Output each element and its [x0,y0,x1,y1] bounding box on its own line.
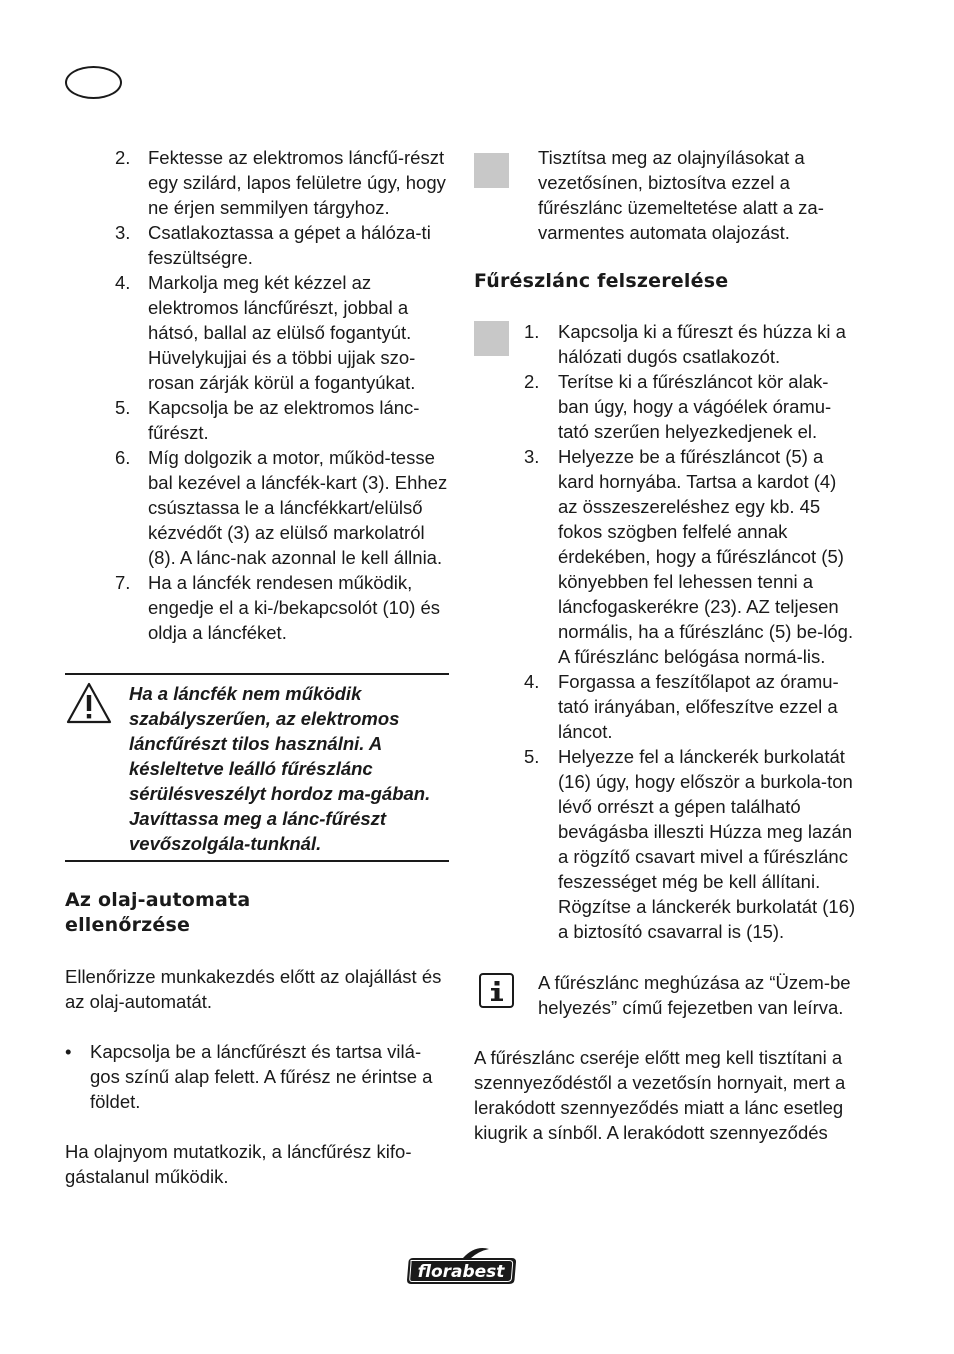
language-badge [65,66,122,99]
list-item: 6. Míg dolgozik a motor, működ-tesse bal kezével a láncfék-kart (3). Ehhez csúsztassa le a láncfékkart/elülső kézvédőt (3) az elülső markolatról (8). A lánc-nak azonnal le kell állnia. [115,447,448,568]
left-steps-list [65,145,449,645]
info-icon [479,973,514,1008]
oil-note: Tisztítsa meg az olajnyílásokat a vezetősínen, biztosítva ezzel a fűrészlánc üzemeltetése alatt a za-varmentes automata olajozást. [474,145,858,245]
list-item: 2. Terítse ki a fűrészláncot kör alak-ban úgy, hogy a vágóélek óramu-tató szerűen helyezkedjenek el. [524,371,832,442]
logo-text: florabest [417,1262,505,1282]
right-column [474,145,858,1145]
chain-steps-block [474,319,858,944]
bullet-dot: • [65,1041,72,1062]
warning-triangle-icon [65,681,129,856]
section-heading-oil: Az olaj-automata ellenőrzése [65,889,251,936]
list-item: 1. Kapcsolja ki a fűreszt és húzza ki a hálózati dugós csatlakozót. [524,321,846,367]
warning-box [65,673,449,862]
info-note: A fűrészlánc meghúzása az “Üzem-be helyezés” című fejezetben van leírva. [474,970,858,1020]
oil-result-paragraph: Ha olajnyom mutatkozik, a láncfűrész kifo-gástalanul működik. [65,1141,412,1187]
list-item: 4. Forgassa a feszítőlapot az óramu-tató irányában, előfeszítve ezzel a láncot. [524,671,839,742]
list-item: 5. Kapcsolja be az elektromos lánc-fűrészt. [115,397,420,443]
oil-paragraph: Ellenőrizze munkakezdés előtt az olajállást és az olaj-automatát. [65,966,442,1012]
right-steps-list [474,319,858,944]
final-paragraph: A fűrészlánc cseréje előtt meg kell tisztítani a szennyeződéstől a vezetősín hornyait, mert a lerakódott szennyeződés miatt a lánc esetleg kiugrik a sínből. A lerakódott szennyeződés [474,1047,846,1143]
list-item: 2. Fektesse az elektromos láncfű-részt egy szilárd, lapos felületre úgy, hogy ne érjen semmilyen tárgyhoz. [115,147,446,218]
note-marker [474,153,509,188]
section-heading-chain: Fűrészlánc felszerelése [474,270,729,292]
warning-text: Ha a láncfék nem működik szabályszerűen, az elektromos láncfűrészt tilos használni. A késleltetve leálló fűrészlánc sérülésveszélyt hordoz ma-gában. Javíttassa meg a lánc-fűrészt vevőszolgála-tunknál. [129,683,431,854]
list-item: 4. Markolja meg két kézzel az elektromos láncfűrészt, jobbal a hátsó, ballal az elülső fogantyút. Hüvelykujjai és a többi ujjak szo-rosan zárják körül a fogantyúkat. [115,272,416,393]
brand-logo [405,1244,519,1288]
left-column [65,145,449,1189]
list-item: 5. Helyezze fel a lánckerék burkolatát (16) úgy, hogy először a burkola-ton lévő orrészt a gépen található bevágásba illeszti Húzza meg lazán a rögzítő csavart mivel a fűrészlánc feszességet még be kell állítani. Rögzítse a lánckerék burkolatát (16) a biztosító csavarral is (15). [524,746,856,942]
list-item: 7. Ha a láncfék rendesen működik, engedje el a ki-/bekapcsolót (10) és oldja a láncféket. [115,572,441,643]
list-item: 3. Csatlakoztassa a gépet a hálóza-ti feszültségre. [115,222,431,268]
list-item: 3. Helyezze be a fűrészláncot (5) a kard hornyába. Tartsa a kardot (4) az összeszereléshez egy kb. 45 fokos szögben felfelé annak érdekében, hogy a fűrészláncot (5) könyebben fel lehessen tenni a láncfogaskerékre (23). AZ teljesen normális, ha a fűrészlánc (5) be-lóg. A fűrészlánc belógása normá-lis. [524,446,854,667]
bullet-item: • Kapcsolja be a láncfűrészt és tartsa vilá-gos színű alap felett. A fűrész ne érintse a földet. [65,1041,433,1112]
